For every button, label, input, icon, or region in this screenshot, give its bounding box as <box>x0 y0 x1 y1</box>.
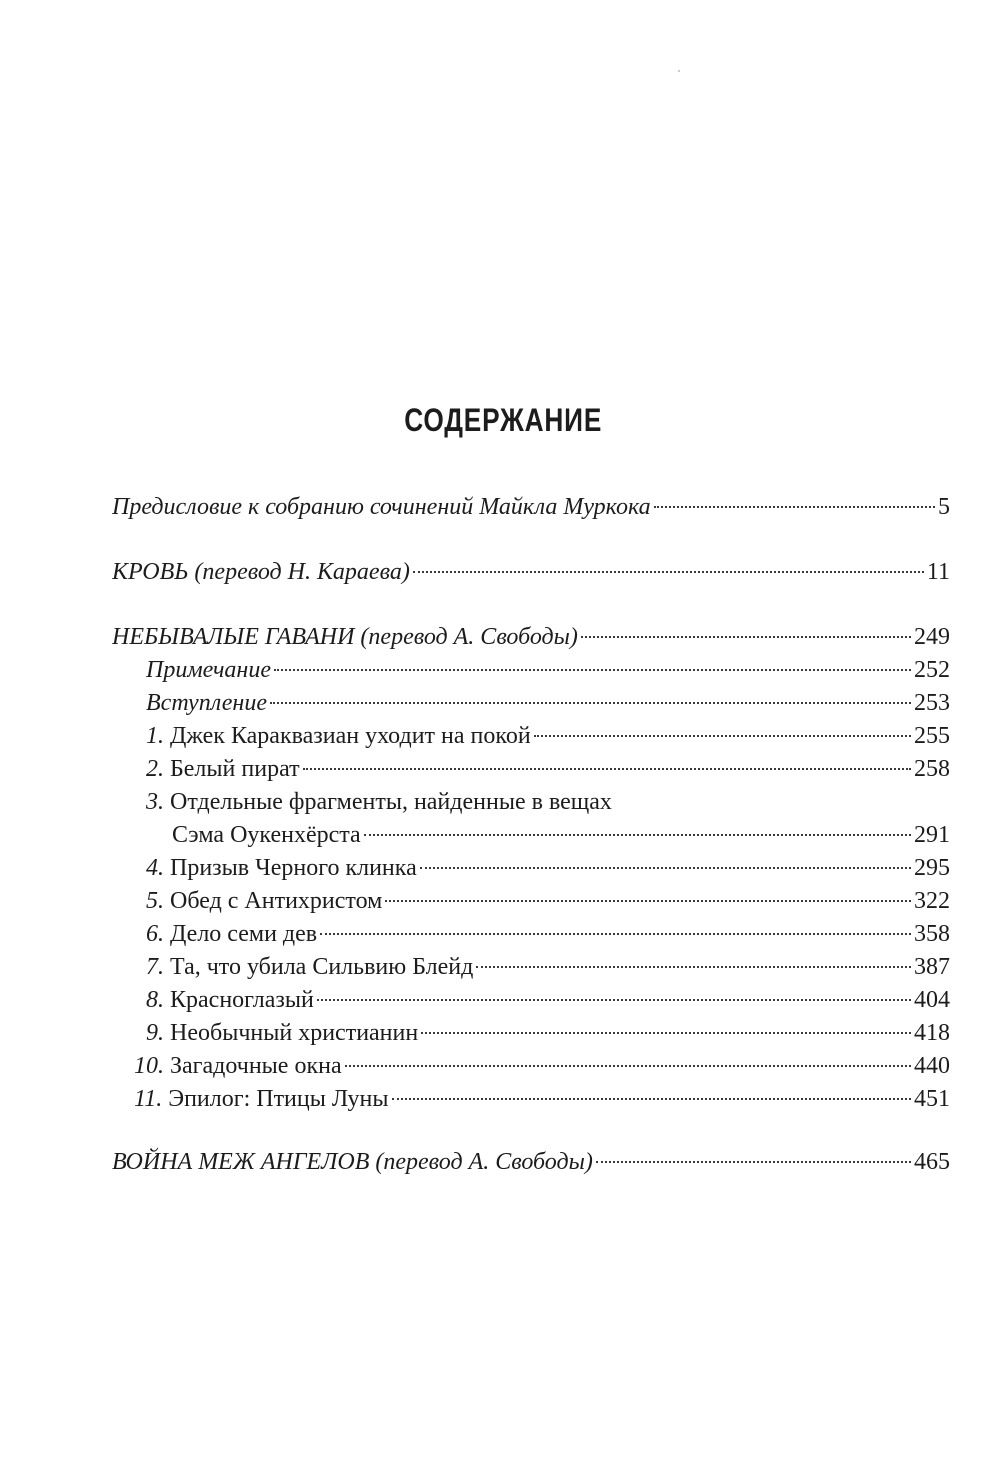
chapter-title: Та, что убила Сильвию Блейд <box>170 954 474 980</box>
toc-page-number: 5 <box>938 494 950 520</box>
toc-page-number: 440 <box>914 1053 950 1079</box>
toc-entry-chapter-10[interactable] <box>134 1049 950 1083</box>
toc-entry-fabulous-harbours[interactable] <box>112 620 950 654</box>
chapter-title: Призыв Черного клинка <box>170 855 417 881</box>
toc-entry-title <box>146 719 531 753</box>
toc-entry-chapter-11[interactable] <box>134 1082 950 1116</box>
dot-leader <box>596 1161 911 1163</box>
toc-page-number: 418 <box>914 1020 950 1046</box>
chapter-title: Белый пират <box>170 756 300 782</box>
page-title: СОДЕРЖАНИЕ <box>404 402 603 438</box>
dot-leader <box>385 900 911 902</box>
toc-page-number: 465 <box>914 1149 950 1175</box>
chapter-title: Красноглазый <box>170 987 314 1013</box>
chapter-title: Эпилог: Птицы Луны <box>168 1086 389 1112</box>
dot-leader <box>421 1032 911 1034</box>
dot-leader <box>320 933 911 935</box>
toc-entry-title <box>146 917 317 951</box>
chapter-title: Необычный христианин <box>170 1020 419 1046</box>
toc-page-number: 11 <box>926 559 950 585</box>
chapter-number: 8. <box>146 987 164 1013</box>
dot-leader <box>364 834 911 836</box>
toc-entry-preface[interactable] <box>112 490 950 524</box>
dot-leader <box>420 867 911 869</box>
dot-leader <box>345 1065 911 1067</box>
chapter-title: Отдельные фрагменты, найденные в вещах <box>170 789 612 815</box>
chapter-number: 11. <box>134 1086 163 1112</box>
toc-entry-title <box>146 851 417 885</box>
toc-entry-title: Примечание <box>146 657 271 683</box>
toc-entry-war-amongst-angels[interactable] <box>112 1145 950 1179</box>
toc-entry-title <box>146 884 382 918</box>
chapter-title: Джек Караквазиан уходит на покой <box>170 723 531 749</box>
chapter-number: 2. <box>146 756 164 782</box>
chapter-number: 1. <box>146 723 164 749</box>
chapter-title: Обед с Антихристом <box>170 888 383 914</box>
chapter-number: 9. <box>146 1020 164 1046</box>
toc-entry-chapter-9[interactable] <box>146 1016 950 1050</box>
toc-page-number: 295 <box>914 855 950 881</box>
dot-leader <box>413 571 924 573</box>
toc-entry-blood[interactable] <box>112 555 950 589</box>
toc-entry-title <box>146 1016 418 1050</box>
toc-page-number: 387 <box>914 954 950 980</box>
dot-leader <box>270 702 911 704</box>
toc-page-number: 249 <box>914 624 950 650</box>
toc-entry-title <box>134 1082 389 1116</box>
toc-entry-title: ВОЙНА МЕЖ АНГЕЛОВ (перевод А. Свободы) <box>112 1149 593 1175</box>
toc-page-number: 358 <box>914 921 950 947</box>
toc-entry-chapter-3-line-2[interactable] <box>172 818 950 852</box>
toc-page-number: 404 <box>914 987 950 1013</box>
chapter-number: 4. <box>146 855 164 881</box>
toc-entry-title <box>146 950 473 984</box>
toc-entry-title <box>134 1049 342 1083</box>
toc-entry-chapter-4[interactable] <box>146 851 950 885</box>
toc-page-number: 451 <box>914 1086 950 1112</box>
toc-page-number: 252 <box>914 657 950 683</box>
toc-entry-chapter-2[interactable] <box>146 752 950 786</box>
chapter-number: 6. <box>146 921 164 947</box>
chapter-title-continued: Сэма Оукенхёрста <box>172 822 361 848</box>
toc-page-number: 322 <box>914 888 950 914</box>
dot-leader <box>476 966 911 968</box>
toc-entry-chapter-1[interactable] <box>146 719 950 753</box>
toc-entry-title: КРОВЬ (перевод Н. Караева) <box>112 559 410 585</box>
chapter-number: 3. <box>146 789 164 815</box>
chapter-number: 5. <box>146 888 164 914</box>
toc-entry-introduction[interactable] <box>146 686 950 720</box>
dot-leader <box>303 768 911 770</box>
chapter-title: Дело семи дев <box>170 921 318 947</box>
chapter-number: 7. <box>146 954 164 980</box>
dot-leader <box>534 735 911 737</box>
toc-entry-title <box>146 983 314 1017</box>
toc-entry-chapter-5[interactable] <box>146 884 950 918</box>
toc-entry-note[interactable] <box>146 653 950 687</box>
toc-page-number: 258 <box>914 756 950 782</box>
chapter-number: 10. <box>134 1053 164 1079</box>
chapter-title: Загадочные окна <box>170 1053 342 1079</box>
dot-leader <box>654 506 935 508</box>
dot-leader <box>581 636 911 638</box>
toc-entry-title: Предисловие к собранию сочинений Майкла Муркока <box>112 494 651 520</box>
dot-leader <box>392 1098 911 1100</box>
toc-entry-chapter-7[interactable] <box>146 950 950 984</box>
toc-entry-chapter-8[interactable] <box>146 983 950 1017</box>
dot-leader <box>274 669 911 671</box>
toc-page-number: 291 <box>914 822 950 848</box>
toc-entry-title: Вступление <box>146 690 267 716</box>
toc-page-number: 253 <box>914 690 950 716</box>
toc-page-number: 255 <box>914 723 950 749</box>
toc-entry-title: НЕБЫВАЛЫЕ ГАВАНИ (перевод А. Свободы) <box>112 624 578 650</box>
dot-leader <box>317 999 911 1001</box>
toc-entry-chapter-3-line-1[interactable] <box>146 785 612 819</box>
toc-entry-chapter-6[interactable] <box>146 917 950 951</box>
toc-entry-title <box>146 752 300 786</box>
